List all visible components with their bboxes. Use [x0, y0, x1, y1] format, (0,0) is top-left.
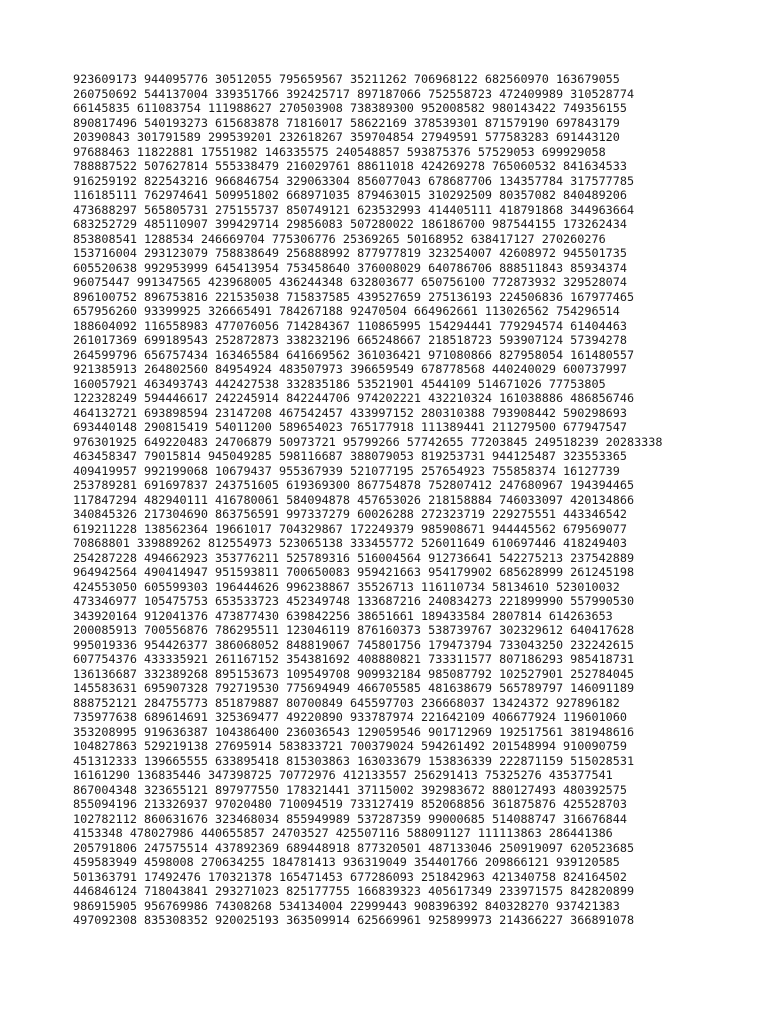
number-line: 97688463 11822881 17551982 146335575 240548857 593875376 57529053 699929058 [73, 144, 606, 159]
number-line: 153716004 293123079 758838649 256888992 877977819 323254007 42608972 945501735 [73, 246, 627, 260]
number-line: 96075447 991347565 423968005 436244348 632803677 650756100 772873932 329528074 [73, 275, 627, 289]
number-line: 735977638 689614691 325369477 49220890 933787974 221642109 406677924 119601060 [73, 710, 627, 724]
number-line: 464132721 693898594 23147208 467542457 433997152 280310388 793908442 590298693 [73, 405, 627, 420]
number-line: 964942564 490414947 951593811 700650083 959421663 954179902 685628999 261245198 [73, 565, 635, 579]
number-line: 424553050 605599303 196444626 996238867 35526713 116110734 58134610 523010032 [73, 579, 620, 594]
number-line: 605520638 992953999 645413954 753458640 376008029 640786706 888511843 85934374 [73, 260, 627, 275]
number-line: 446846124 718043841 293271023 825177755 166839323 405617349 233971575 842820899 [73, 884, 635, 898]
number-line: 104827863 529219138 27695914 583833721 700379024 594261492 201548994 910090759 [73, 739, 627, 753]
number-line: 409419957 992199068 10679437 955367939 521077195 257654923 755858374 16127739 [73, 463, 620, 478]
number-line: 890817496 540193273 615683878 71816017 58622169 378539301 871579190 697843179 [73, 115, 620, 130]
number-line: 136136687 332389268 895153673 109549708 909932184 985087792 102527901 252784045 [73, 666, 635, 681]
number-line: 986915905 956769986 74308268 534134004 22999443 908396392 840328270 937421383 [73, 898, 620, 913]
number-line: 459583949 4598008 270634255 184781413 936319049 354401766 209866121 939120585 [73, 855, 620, 869]
number-line: 867004348 323655121 897977550 178321441 37115002 392983672 880127493 480392575 [73, 782, 627, 797]
number-line: 473346977 105475753 653533723 452349748 133687216 240834273 221899990 557990530 [73, 594, 635, 608]
number-line: 353208995 919636387 104386400 236036543 129059546 901712969 192517561 381948616 [73, 724, 635, 739]
number-line: 473688297 565805731 275155737 850749121 623532993 414405111 418791868 344963664 [73, 202, 635, 217]
number-line: 102782112 860631676 323468034 855949989 537287359 99000685 514088747 316676844 [73, 811, 627, 826]
number-line: 200085913 700556876 786295511 123046119 876160373 538739767 302329612 640417628 [73, 623, 635, 637]
number-line: 855094196 213326937 97020480 710094519 733127419 852068856 361875876 425528703 [73, 797, 627, 811]
number-line: 340845326 217304690 863756591 997337279 60026288 272323719 229275551 443346542 [73, 507, 627, 521]
number-line: 122328249 594446617 242245914 842244706 974202221 432210324 161038886 486856746 [73, 391, 635, 405]
number-line: 497092308 835308352 920025193 363509914 625669961 925899973 214366227 366891078 [73, 913, 635, 927]
number-line: 145583631 695907328 792719530 775694949 466705585 481638679 565789797 146091189 [73, 681, 635, 695]
number-line: 923609173 944095776 30512055 795659567 35211262 706968122 682560970 163679055 [73, 72, 620, 86]
number-line: 693440148 290815419 54011200 589654023 765177918 111389441 211279500 677947547 [73, 420, 627, 434]
number-line: 264599796 656757434 163465584 641669562 361036421 971080866 827958054 161480557 [73, 347, 635, 362]
number-line: 916259192 822543216 966846754 329063304 856077043 678687706 134357784 317577785 [73, 173, 635, 188]
number-line: 343920164 912041376 473877430 639842256 38651661 189433584 2807814 614263653 [73, 608, 613, 623]
number-line: 4153348 478027986 440655857 24703527 425507116 588091127 111113863 286441386 [73, 826, 613, 840]
number-line: 20390843 301791589 299539201 232618267 359704854 27949591 577583283 691443120 [73, 130, 620, 144]
number-line: 501363791 17492476 170321378 165471453 677286093 251842963 421340758 824164502 [73, 869, 627, 884]
number-line: 853808541 1288534 246669704 775306776 25369265 50168952 638417127 270260276 [73, 231, 606, 246]
number-line: 788887522 507627814 555338479 216029761 88611018 424269278 765060532 841634533 [73, 159, 627, 173]
number-line: 66145835 611083754 111988627 270503908 738389300 952008582 980143422 749356155 [73, 101, 627, 115]
number-line: 976301925 649220483 24706879 50973721 95799266 57742655 77203845 249518239 20283338 [73, 434, 663, 449]
number-list [73, 72, 663, 928]
number-line: 657956260 93399925 326665491 784267188 92470504 664962661 113026562 754296514 [73, 304, 620, 318]
number-line: 205791806 247575514 437892369 689448918 877320501 487133046 250919097 620523685 [73, 840, 635, 855]
number-line: 70868801 339889262 812554973 523065138 333455772 526011649 610697446 418249403 [73, 536, 627, 550]
number-line: 995019336 954426377 386068052 848819067 745801756 179473794 733043250 232242615 [73, 637, 635, 652]
number-line: 607754376 433335921 261167152 354381692 408880821 733311577 807186293 985418731 [73, 652, 635, 666]
number-line: 116185111 762974641 509951802 668971035 879463015 310292509 80357082 840489206 [73, 188, 627, 202]
number-line: 16161290 136835446 347398725 70772976 412133557 256291413 75325276 435377541 [73, 768, 613, 782]
number-line: 683252729 485110907 399429714 29856083 507280022 186186700 987544155 173262434 [73, 217, 627, 231]
number-line: 921385913 264802560 84954924 483507973 396659549 678778568 440240029 600737997 [73, 362, 627, 376]
number-line: 188604092 116558983 477076056 714284367 110865995 154294441 779294574 61404463 [73, 318, 627, 333]
number-line: 619211228 138562364 19661017 704329867 172249379 985908671 944445562 679569077 [73, 521, 627, 536]
number-line: 463458347 79015814 945049285 598116687 388079053 819253731 944125487 323553365 [73, 449, 627, 463]
number-line: 896100752 896753816 221535038 715837585 439527659 275136193 224506836 167977465 [73, 289, 635, 304]
number-line: 117847294 482940111 416780061 584094878 457653026 218158884 746033097 420134866 [73, 492, 635, 507]
number-line: 261017369 699189543 252872873 338232196 665248667 218518723 593907124 57394278 [73, 333, 627, 347]
number-line: 451312333 139665555 633895418 815303863 163033679 153836339 222871159 515028531 [73, 753, 635, 768]
number-line: 888752121 284755773 851879887 80700849 645597703 236668037 13424372 927896182 [73, 695, 620, 710]
number-line: 160057921 463493743 442427538 332835186 53521901 4544109 514671026 77753805 [73, 376, 606, 391]
number-line: 254287228 494662923 353776211 525789316 516004564 912736641 542275213 237542889 [73, 550, 635, 565]
number-line: 253789281 691697837 243751605 619369300 867754878 752807412 247680967 194394465 [73, 478, 635, 492]
number-line: 260750692 544137004 339351766 392425717 897187066 752558723 472409989 310528774 [73, 86, 635, 101]
